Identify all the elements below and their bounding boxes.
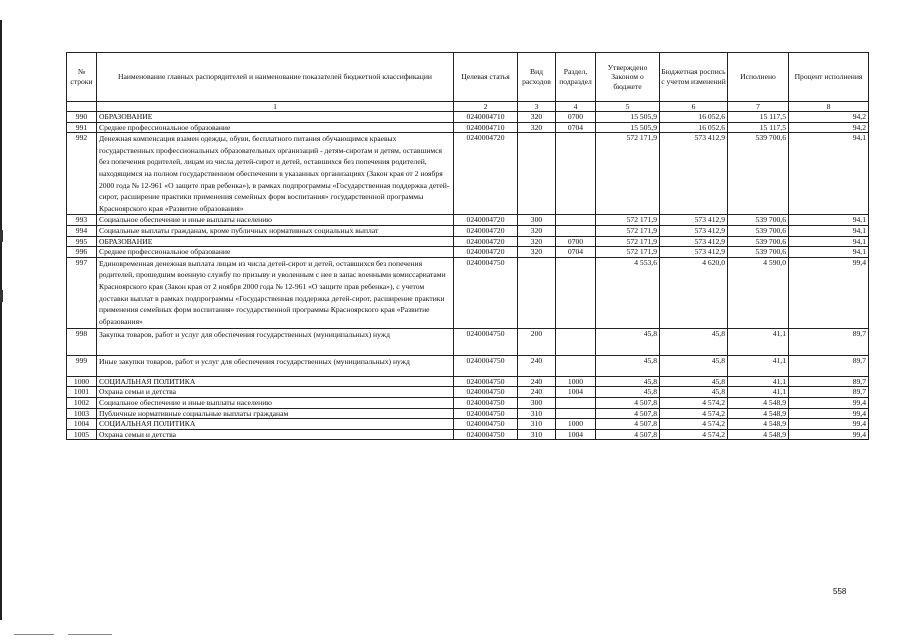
- row-expense-type: 310: [518, 408, 556, 419]
- header-section: Раздел, подраздел: [556, 53, 596, 102]
- row-approved: 572 171,9: [596, 236, 660, 247]
- row-executed: 41,1: [728, 328, 789, 355]
- row-executed: 539 700,6: [728, 236, 789, 247]
- row-percent: 89,7: [789, 355, 869, 376]
- row-section: [556, 355, 596, 376]
- row-expense-type: 300: [518, 397, 556, 408]
- row-executed: 539 700,6: [728, 215, 789, 226]
- row-executed: 41,1: [728, 387, 789, 398]
- table-row: [67, 112, 869, 123]
- table-row: [67, 247, 869, 258]
- row-budget-schedule: 45,8: [660, 328, 728, 355]
- row-number: 999: [67, 355, 97, 376]
- row-number: 1002: [67, 397, 97, 408]
- row-target-article: 0240004710: [454, 112, 518, 123]
- header-approved: Утверждено Законом о бюджете: [596, 53, 660, 102]
- table-row: [67, 257, 869, 328]
- row-section: 1000: [556, 376, 596, 387]
- row-expense-type: 240: [518, 387, 556, 398]
- row-name: ОБРАЗОВАНИЕ: [97, 236, 454, 247]
- row-number: 994: [67, 225, 97, 236]
- row-approved: 15 505,9: [596, 122, 660, 133]
- row-executed: 539 700,6: [728, 133, 789, 215]
- row-expense-type: [518, 133, 556, 215]
- column-number-row: [67, 102, 869, 112]
- row-percent: 94,1: [789, 236, 869, 247]
- row-executed: 15 117,5: [728, 112, 789, 123]
- header-percent: Процент исполнения: [789, 53, 869, 102]
- header-expense-type: Вид расходов: [518, 53, 556, 102]
- row-target-article: 0240004750: [454, 376, 518, 387]
- row-section: 1004: [556, 387, 596, 398]
- row-executed: 539 700,6: [728, 247, 789, 258]
- row-budget-schedule: 16 052,6: [660, 112, 728, 123]
- row-executed: 4 548,9: [728, 419, 789, 430]
- column-number: 2: [454, 102, 518, 112]
- row-target-article: 0240004750: [454, 355, 518, 376]
- row-executed: 4 548,9: [728, 397, 789, 408]
- row-number: 998: [67, 328, 97, 355]
- row-target-article: 0240004710: [454, 122, 518, 133]
- row-approved: 572 171,9: [596, 247, 660, 258]
- row-percent: 99,4: [789, 429, 869, 440]
- column-number: 3: [518, 102, 556, 112]
- row-approved: 572 171,9: [596, 215, 660, 226]
- row-percent: 99,4: [789, 419, 869, 430]
- column-number: [67, 102, 97, 112]
- row-expense-type: 310: [518, 419, 556, 430]
- table-row: [67, 419, 869, 430]
- row-budget-schedule: 573 412,9: [660, 247, 728, 258]
- row-number: 992: [67, 133, 97, 215]
- row-budget-schedule: 4 574,2: [660, 429, 728, 440]
- row-budget-schedule: 45,8: [660, 387, 728, 398]
- row-name: Охрана семьи и детства: [97, 387, 454, 398]
- budget-table: [66, 52, 869, 440]
- row-executed: 41,1: [728, 376, 789, 387]
- table-row: [67, 215, 869, 226]
- row-budget-schedule: 16 052,6: [660, 122, 728, 133]
- row-number: 1001: [67, 387, 97, 398]
- row-section: [556, 408, 596, 419]
- row-name: Социальное обеспечение и иные выплаты населению: [97, 215, 454, 226]
- row-percent: 99,4: [789, 257, 869, 328]
- row-target-article: 0240004720: [454, 236, 518, 247]
- header-executed: Исполнено: [728, 53, 789, 102]
- row-budget-schedule: 45,8: [660, 376, 728, 387]
- row-section: [556, 397, 596, 408]
- table-row: [67, 408, 869, 419]
- row-target-article: 0240004750: [454, 408, 518, 419]
- column-number: 4: [556, 102, 596, 112]
- row-number: 991: [67, 122, 97, 133]
- row-section: [556, 215, 596, 226]
- row-number: 1004: [67, 419, 97, 430]
- row-budget-schedule: 573 412,9: [660, 236, 728, 247]
- row-percent: 99,4: [789, 397, 869, 408]
- row-approved: 4 507,8: [596, 429, 660, 440]
- table-row: [67, 376, 869, 387]
- row-target-article: 0240004750: [454, 257, 518, 328]
- row-number: 996: [67, 247, 97, 258]
- row-number: 997: [67, 257, 97, 328]
- row-percent: 94,1: [789, 133, 869, 215]
- row-name: СОЦИАЛЬНАЯ ПОЛИТИКА: [97, 376, 454, 387]
- row-target-article: 0240004720: [454, 215, 518, 226]
- row-budget-schedule: 45,8: [660, 355, 728, 376]
- row-target-article: 0240004720: [454, 247, 518, 258]
- row-number: 1005: [67, 429, 97, 440]
- row-approved: 45,8: [596, 355, 660, 376]
- row-budget-schedule: 4 574,2: [660, 419, 728, 430]
- row-name: Социальное обеспечение и иные выплаты населению: [97, 397, 454, 408]
- column-number: 6: [660, 102, 728, 112]
- row-approved: 572 171,9: [596, 225, 660, 236]
- row-executed: 41,1: [728, 355, 789, 376]
- row-approved: 572 171,9: [596, 133, 660, 215]
- table-row: [67, 387, 869, 398]
- table-row: [67, 122, 869, 133]
- row-percent: 94,2: [789, 122, 869, 133]
- table-row: [67, 429, 869, 440]
- row-percent: 89,7: [789, 387, 869, 398]
- row-percent: 94,2: [789, 112, 869, 123]
- header-row: [67, 53, 869, 102]
- table-row: [67, 133, 869, 215]
- header-target-article: Целевая статья: [454, 53, 518, 102]
- row-section: [556, 328, 596, 355]
- row-budget-schedule: 4 620,0: [660, 257, 728, 328]
- row-name: СОЦИАЛЬНАЯ ПОЛИТИКА: [97, 419, 454, 430]
- row-name: Единовременная денежная выплата лицам из числа детей-сирот и детей, оставшихся без попечения родителей, прошедшим военную службу по призыву и уволенным с нее в запас военными комиссариатами Красноярского края (Закон края от 2 ноября 2000 года № 12-961 «О защите прав ребенка»), с учетом доставки выплат в рамках подпрограммы «Государственная поддержка детей-сирот, расширение практики применения семейных форм воспитания» государственной программы Красноярского края «Развитие образования»: [97, 257, 454, 328]
- row-approved: 4 507,8: [596, 419, 660, 430]
- row-executed: 4 590,0: [728, 257, 789, 328]
- row-percent: 89,7: [789, 376, 869, 387]
- row-name: ОБРАЗОВАНИЕ: [97, 112, 454, 123]
- table-row: [67, 225, 869, 236]
- row-approved: 45,8: [596, 328, 660, 355]
- row-expense-type: 320: [518, 247, 556, 258]
- row-section: [556, 225, 596, 236]
- scan-mark: [0, 230, 3, 242]
- row-section: 0704: [556, 247, 596, 258]
- row-name: Иные закупки товаров, работ и услуг для обеспечения государственных (муниципальных) нужд: [97, 355, 454, 376]
- row-percent: 94,1: [789, 247, 869, 258]
- header-name: Наименование главных распорядителей и наименование показателей бюджетной классификации: [97, 53, 454, 102]
- row-number: 993: [67, 215, 97, 226]
- table-row: [67, 397, 869, 408]
- row-name: Среднее профессиональное образование: [97, 122, 454, 133]
- row-target-article: 0240004750: [454, 397, 518, 408]
- row-budget-schedule: 573 412,9: [660, 225, 728, 236]
- row-percent: 94,1: [789, 215, 869, 226]
- row-expense-type: 320: [518, 112, 556, 123]
- row-expense-type: 310: [518, 429, 556, 440]
- row-expense-type: 300: [518, 215, 556, 226]
- header-row-number: № строки: [67, 53, 97, 102]
- row-number: 990: [67, 112, 97, 123]
- scan-artifact: [14, 634, 54, 635]
- row-percent: 94,1: [789, 225, 869, 236]
- column-number: 8: [789, 102, 869, 112]
- row-approved: 15 505,9: [596, 112, 660, 123]
- scan-artifact: [68, 634, 112, 635]
- row-budget-schedule: 573 412,9: [660, 215, 728, 226]
- page-number: 558: [833, 587, 847, 596]
- row-executed: 539 700,6: [728, 225, 789, 236]
- row-name: Публичные нормативные социальные выплаты гражданам: [97, 408, 454, 419]
- row-number: 1003: [67, 408, 97, 419]
- row-approved: 4 507,8: [596, 397, 660, 408]
- table-row: [67, 236, 869, 247]
- scan-left-edge: [0, 20, 2, 620]
- row-target-article: 0240004720: [454, 133, 518, 215]
- row-budget-schedule: 4 574,2: [660, 397, 728, 408]
- column-number: 5: [596, 102, 660, 112]
- row-expense-type: 240: [518, 376, 556, 387]
- table-row: [67, 355, 869, 376]
- row-section: [556, 257, 596, 328]
- row-expense-type: 240: [518, 355, 556, 376]
- row-section: [556, 133, 596, 215]
- row-name: Социальные выплаты гражданам, кроме публичных нормативных социальных выплат: [97, 225, 454, 236]
- row-budget-schedule: 573 412,9: [660, 133, 728, 215]
- row-section: 0700: [556, 236, 596, 247]
- row-target-article: 0240004750: [454, 419, 518, 430]
- row-target-article: 0240004720: [454, 225, 518, 236]
- scan-mark: [0, 290, 3, 302]
- column-number: 7: [728, 102, 789, 112]
- row-expense-type: 200: [518, 328, 556, 355]
- table-row: [67, 328, 869, 355]
- row-name: Среднее профессиональное образование: [97, 247, 454, 258]
- row-section: 1004: [556, 429, 596, 440]
- row-executed: 15 117,5: [728, 122, 789, 133]
- row-approved: 4 553,6: [596, 257, 660, 328]
- row-number: 1000: [67, 376, 97, 387]
- row-budget-schedule: 4 574,2: [660, 408, 728, 419]
- row-expense-type: 320: [518, 122, 556, 133]
- row-expense-type: 320: [518, 236, 556, 247]
- row-name: Охрана семьи и детства: [97, 429, 454, 440]
- row-target-article: 0240004750: [454, 429, 518, 440]
- row-name: Денежная компенсация взамен одежды, обуви, бесплатного питания обучающимся краевых государственных профессиональных образовательных организаций - детям-сиротам и детям, оставшимся без попечения родителей, лицам из числа детей-сирот и детей, оставшихся без попечения родителей, находящимся на полном государственном обеспечении в указанных организациях (Закон края от 2 ноября 2000 года № 12-961 «О защите прав ребенка»), в рамках подпрограммы «Государственная поддержка детей-сирот, расширение практики применения семейных форм воспитания» государственной программы Красноярского края «Развитие образования»: [97, 133, 454, 215]
- row-percent: 89,7: [789, 328, 869, 355]
- row-percent: 99,4: [789, 408, 869, 419]
- column-number: 1: [97, 102, 454, 112]
- row-number: 995: [67, 236, 97, 247]
- row-executed: 4 548,9: [728, 408, 789, 419]
- row-approved: 4 507,8: [596, 408, 660, 419]
- row-name: Закупка товаров, работ и услуг для обеспечения государственных (муниципальных) нужд: [97, 328, 454, 355]
- row-executed: 4 548,9: [728, 429, 789, 440]
- row-section: 1000: [556, 419, 596, 430]
- header-budget-schedule: Бюджетная роспись с учетом изменений: [660, 53, 728, 102]
- row-approved: 45,8: [596, 376, 660, 387]
- row-section: 0704: [556, 122, 596, 133]
- row-approved: 45,8: [596, 387, 660, 398]
- row-target-article: 0240004750: [454, 328, 518, 355]
- row-target-article: 0240004750: [454, 387, 518, 398]
- row-section: 0700: [556, 112, 596, 123]
- row-expense-type: 320: [518, 225, 556, 236]
- row-expense-type: [518, 257, 556, 328]
